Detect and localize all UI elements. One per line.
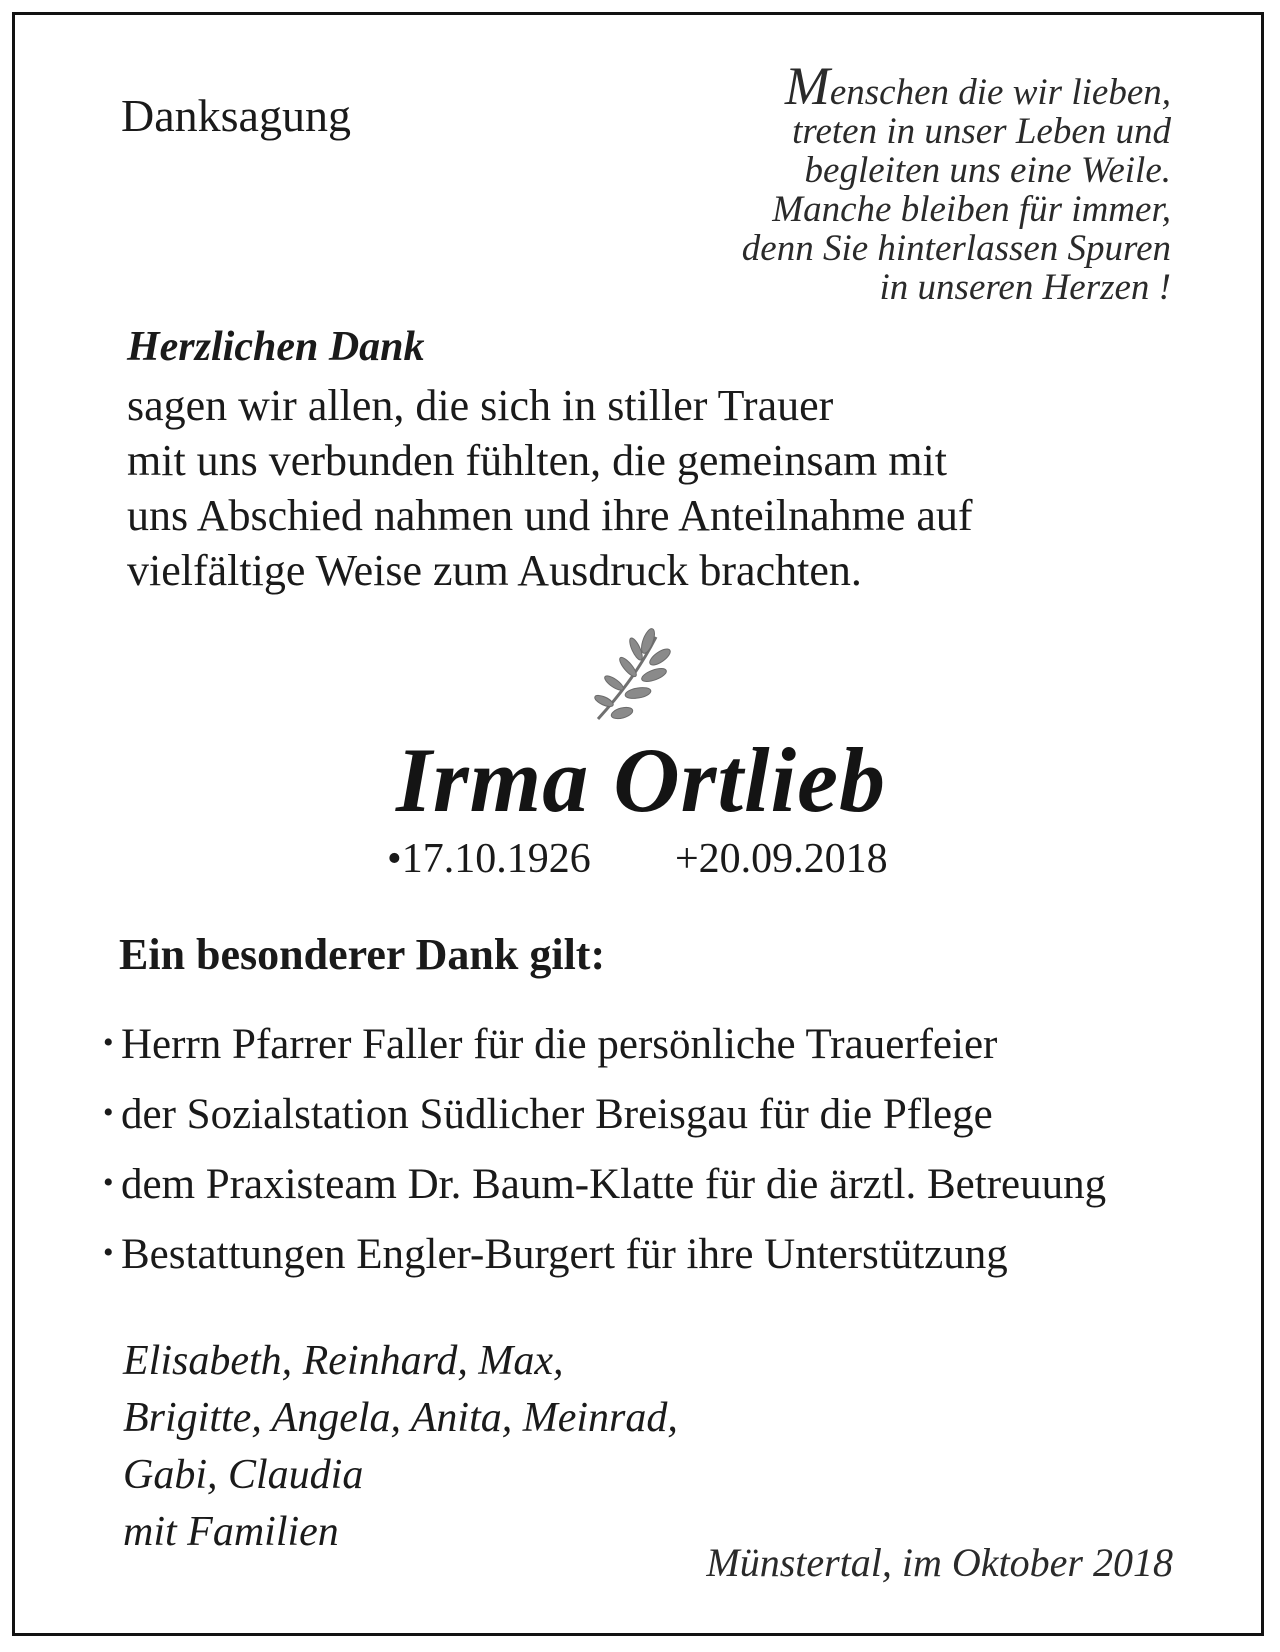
death-date: +20.09.2018: [675, 836, 888, 882]
bullet: •: [103, 1026, 114, 1059]
signature-line: Elisabeth, Reinhard, Max,: [123, 1338, 564, 1384]
notice-frame: [12, 12, 1264, 1636]
list-item: • der Sozialstation Südlicher Breisgau für die Pflege: [103, 1079, 1106, 1149]
olive-branch-icon: [578, 627, 688, 727]
place-date: Münstertal, im Oktober 2018: [706, 1540, 1173, 1585]
deceased-name: Irma Ortlieb: [396, 729, 886, 831]
poem: [741, 56, 1171, 308]
poem-line: denn Sie hinterlassen Spuren: [741, 228, 1171, 269]
thanks-line: sagen wir allen, die sich in stiller Trauer: [127, 381, 834, 430]
thanks-body: [127, 378, 973, 598]
bullet: •: [103, 1096, 114, 1129]
poem-line: in unseren Herzen !: [879, 267, 1171, 308]
poem-line: Manche bleiben für immer,: [772, 189, 1171, 230]
poem-line: Menschen die wir lieben,: [784, 56, 1171, 116]
thanks-title: Herzlichen Dank: [127, 324, 425, 370]
list-item: • Bestattungen Engler-Burgert für ihre Unterstützung: [103, 1219, 1106, 1289]
bullet: •: [103, 1166, 114, 1199]
special-thanks-title: Ein besonderer Dank gilt:: [119, 930, 606, 979]
birth-date: •17.10.1926: [387, 836, 591, 882]
signature-line: Gabi, Claudia: [123, 1452, 364, 1498]
signature-line: mit Familien: [123, 1509, 339, 1555]
special-thanks-list: [103, 1009, 1106, 1289]
list-item: • dem Praxisteam Dr. Baum-Klatte für die ärztl. Betreuung: [103, 1149, 1106, 1219]
bullet: •: [103, 1236, 114, 1269]
thanks-line: mit uns verbunden fühlten, die gemeinsam mit: [127, 436, 947, 485]
poem-line: begleiten uns eine Weile.: [804, 150, 1171, 191]
signature-line: Brigitte, Angela, Anita, Meinrad,: [123, 1395, 678, 1441]
notice-heading: Danksagung: [121, 90, 351, 141]
poem-initial: M: [784, 56, 830, 116]
list-item: • Herrn Pfarrer Faller für die persönliche Trauerfeier: [103, 1009, 1106, 1079]
poem-line: treten in unser Leben und: [792, 111, 1171, 152]
thanks-line: vielfältige Weise zum Ausdruck brachten.: [127, 546, 862, 595]
signatures: [123, 1333, 678, 1561]
thanks-line: uns Abschied nahmen und ihre Anteilnahme auf: [127, 491, 973, 540]
